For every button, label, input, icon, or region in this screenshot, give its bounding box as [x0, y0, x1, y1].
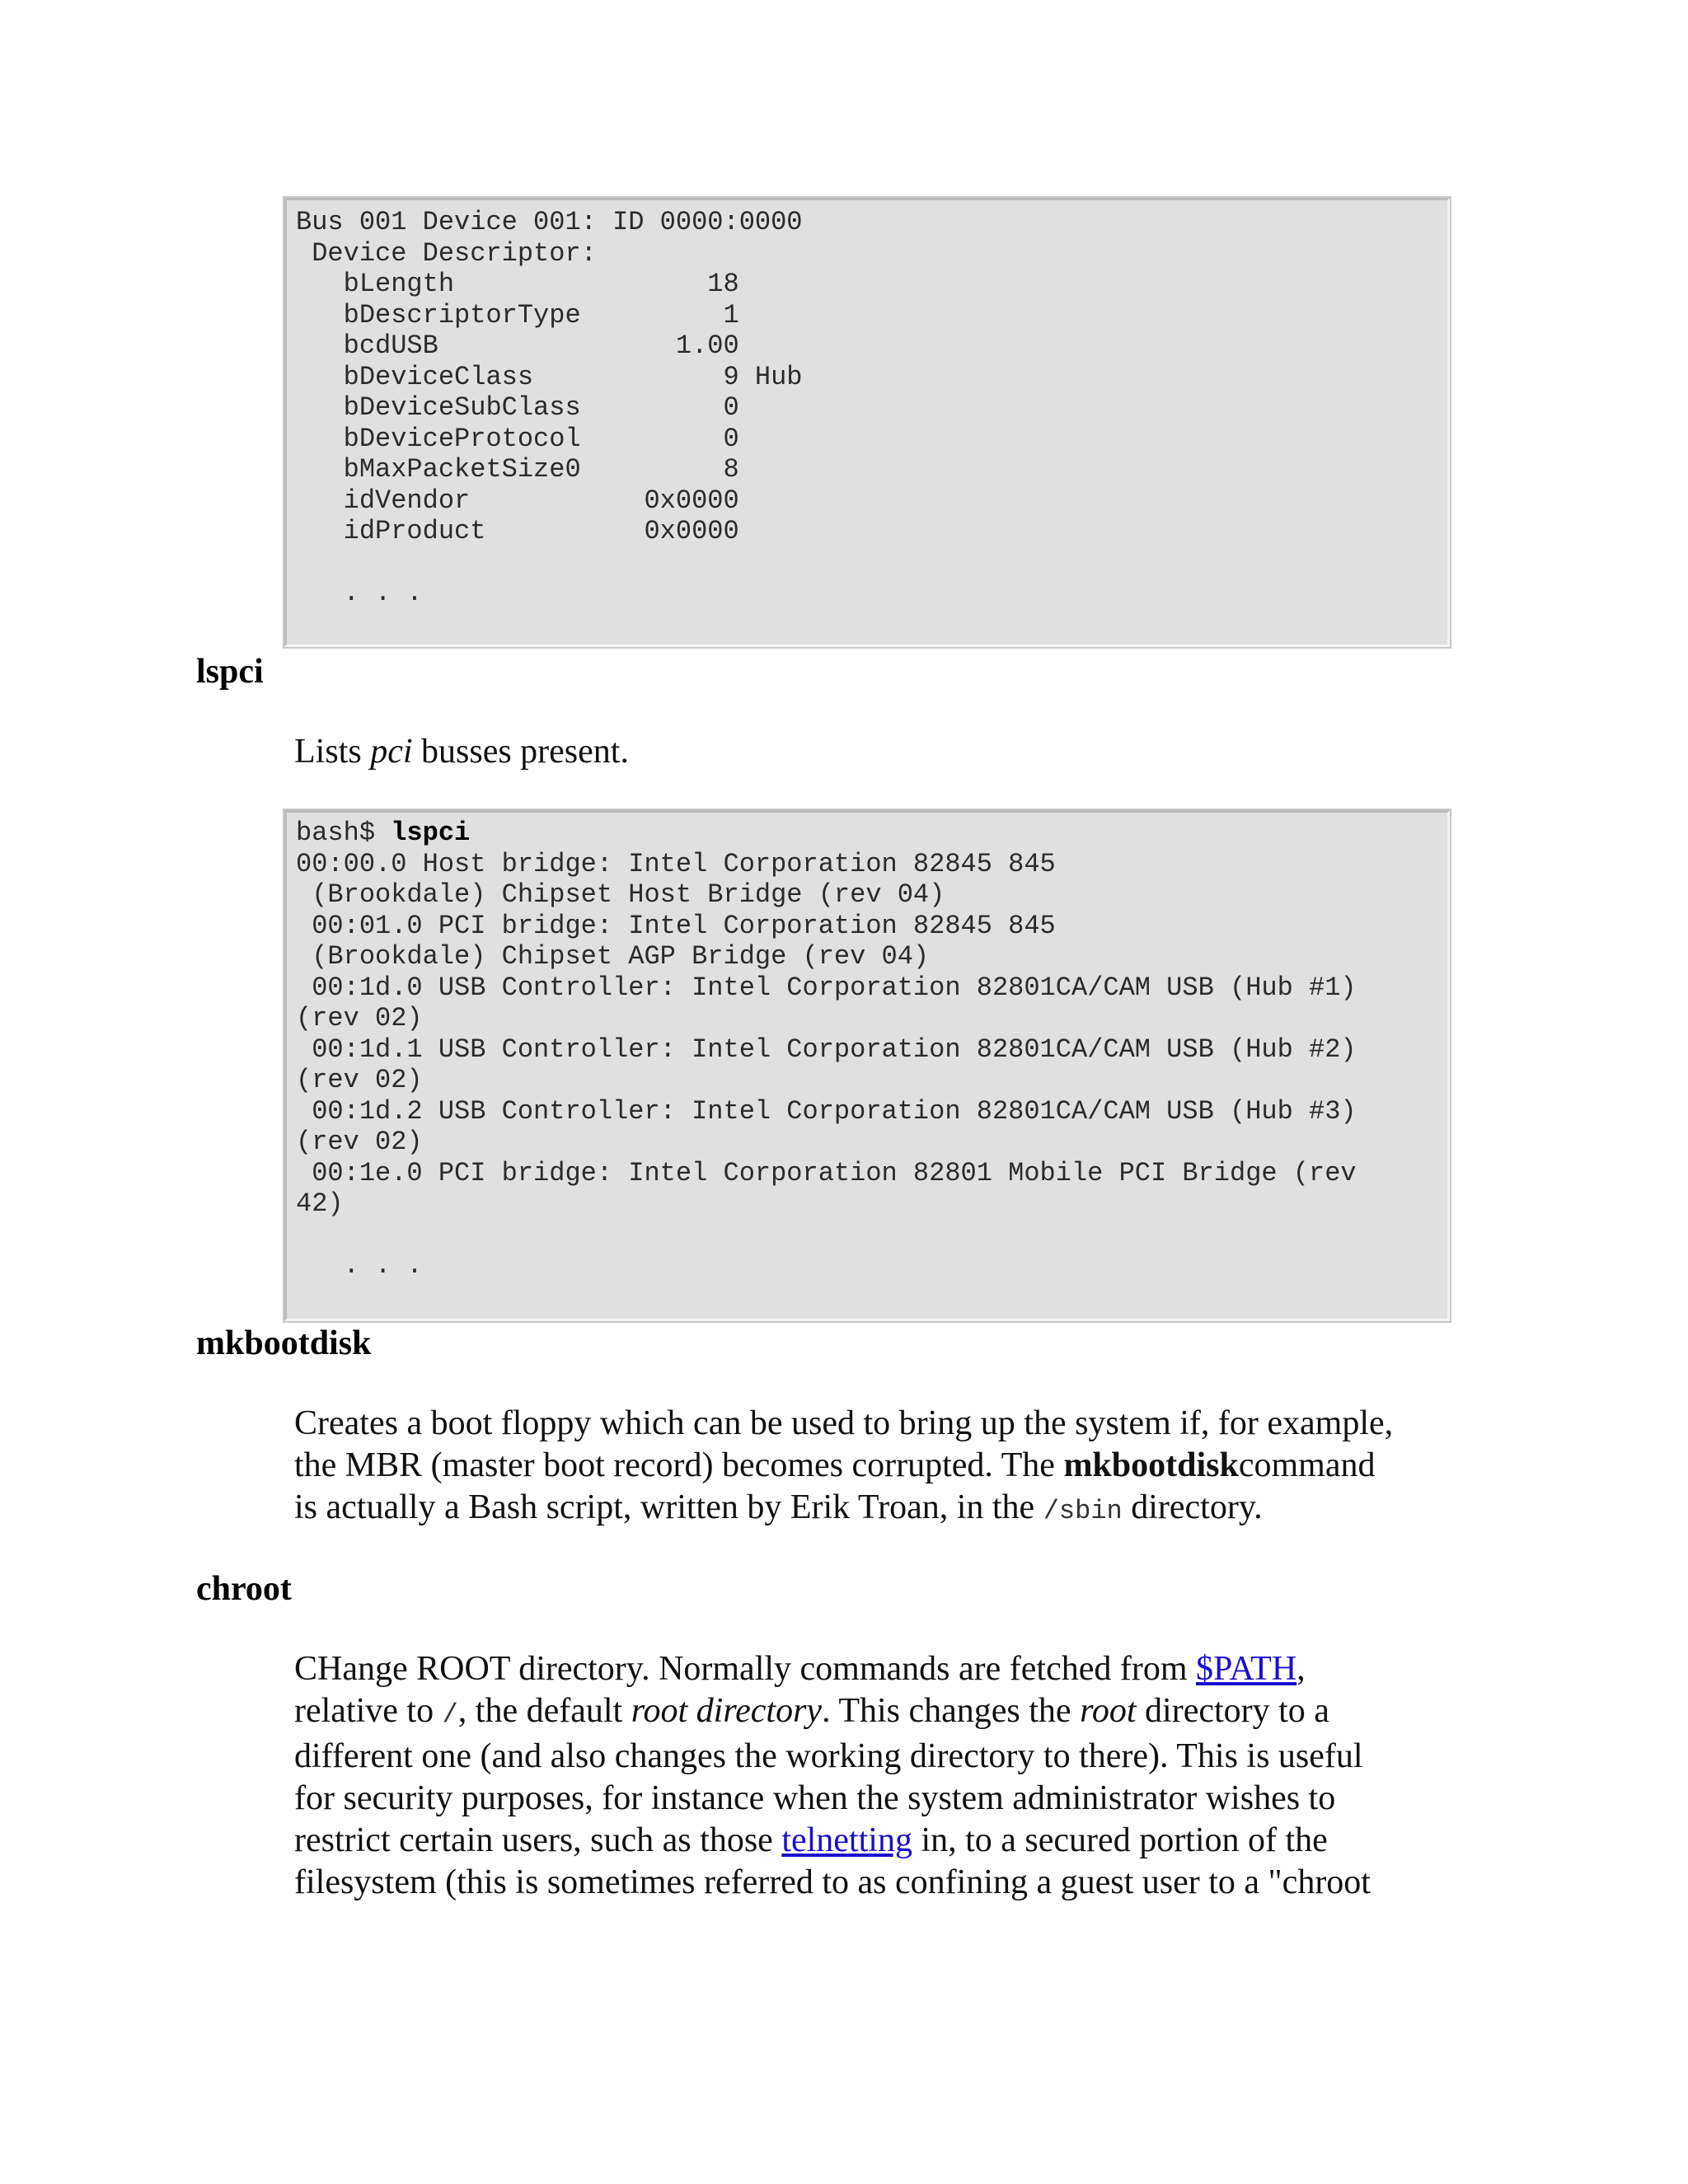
chroot-text-3: relative to [294, 1692, 443, 1730]
mkbootdisk-text-4: is actually a Bash script, written by Erik Troan, in the [294, 1488, 1043, 1526]
lspci-desc-emphasis: pci [370, 733, 413, 771]
usb-descriptor-output: Bus 001 Device 001: ID 0000:0000 Device Descriptor: bLength 18 bDescriptorType 1 bcdUSB 1.00 bDeviceClass 9 Hub bDeviceSubClass 0 bDeviceProtocol 0 bMaxPacketSize0 8 idVendor 0x0000 idProduct 0x0000 . . . [296, 207, 803, 608]
root-directory-emphasis: root directory [631, 1692, 823, 1730]
chroot-text-11: filesystem (this is sometimes referred to as confining a guest user to a "chroot [294, 1863, 1371, 1901]
mkbootdisk-text-3: command [1238, 1446, 1376, 1484]
lspci-description [294, 731, 1481, 773]
chroot-description [294, 1648, 1481, 1904]
chroot-text-1: CHange ROOT directory. Normally commands are fetched from [294, 1650, 1196, 1688]
lspci-output-lines: 00:00.0 Host bridge: Intel Corporation 82845 845 (Brookdale) Chipset Host Bridge (rev 04) 00:01.0 PCI bridge: Intel Corporation 82845 845 (Brookdale) Chipset AGP Bridge (rev 04) 00:1d.0 USB Controller: Intel Corporation 82801CA/CAM USB (Hub #1) (rev 02) 00:1d.1 USB Controller: Intel Corporation 82801CA/CAM USB (Hub #2) (rev 02) 00:1d.2 USB Controller: Intel Corporation 82801CA/CAM USB (Hub #3) (rev 02) 00:1e.0 PCI bridge: Intel Corporation 82801 Mobile PCI Bridge (rev 42) . . . [296, 848, 1357, 1281]
mkbootdisk-bold-command: mkbootdisk [1063, 1446, 1239, 1484]
chroot-text-10: in, to a secured portion of the [912, 1821, 1328, 1859]
lspci-code-block [284, 810, 1450, 1321]
telnetting-link[interactable]: telnetting [781, 1821, 912, 1859]
shell-prompt: bash$ [296, 818, 392, 848]
mkbootdisk-text-2: the MBR (master boot record) becomes corrupted. The [294, 1446, 1064, 1484]
chroot-text-9: restrict certain users, such as those [294, 1821, 782, 1859]
chroot-text-8: for security purposes, for instance when the system administrator wishes to [294, 1779, 1336, 1817]
chroot-text-4: , the default [457, 1692, 631, 1730]
mkbootdisk-text-1: Creates a boot floppy which can be used to bring up the system if, for example, [294, 1404, 1394, 1442]
lspci-output [287, 813, 1447, 1282]
term-chroot: chroot [196, 1570, 292, 1608]
chroot-text-5: . This changes the [822, 1692, 1081, 1730]
root-emphasis: root [1080, 1692, 1137, 1730]
mkbootdisk-description [294, 1403, 1481, 1532]
sbin-path-code: /sbin [1043, 1496, 1123, 1526]
lspci-desc-text-end: busses present. [412, 733, 629, 771]
chroot-text-2: , [1296, 1650, 1306, 1688]
root-slash-code: / [442, 1699, 458, 1730]
chroot-text-7: different one (and also changes the working directory to there). This is useful [294, 1737, 1363, 1775]
usb-descriptor-code-block [284, 198, 1450, 647]
lspci-desc-text: Lists [294, 733, 371, 771]
term-lspci: lspci [196, 653, 264, 691]
path-variable-link[interactable]: $PATH [1196, 1650, 1297, 1688]
chroot-text-6: directory to a [1136, 1692, 1329, 1730]
mkbootdisk-text-5: directory. [1122, 1488, 1263, 1526]
term-mkbootdisk: mkbootdisk [196, 1324, 372, 1362]
lspci-command: lspci [391, 818, 471, 848]
